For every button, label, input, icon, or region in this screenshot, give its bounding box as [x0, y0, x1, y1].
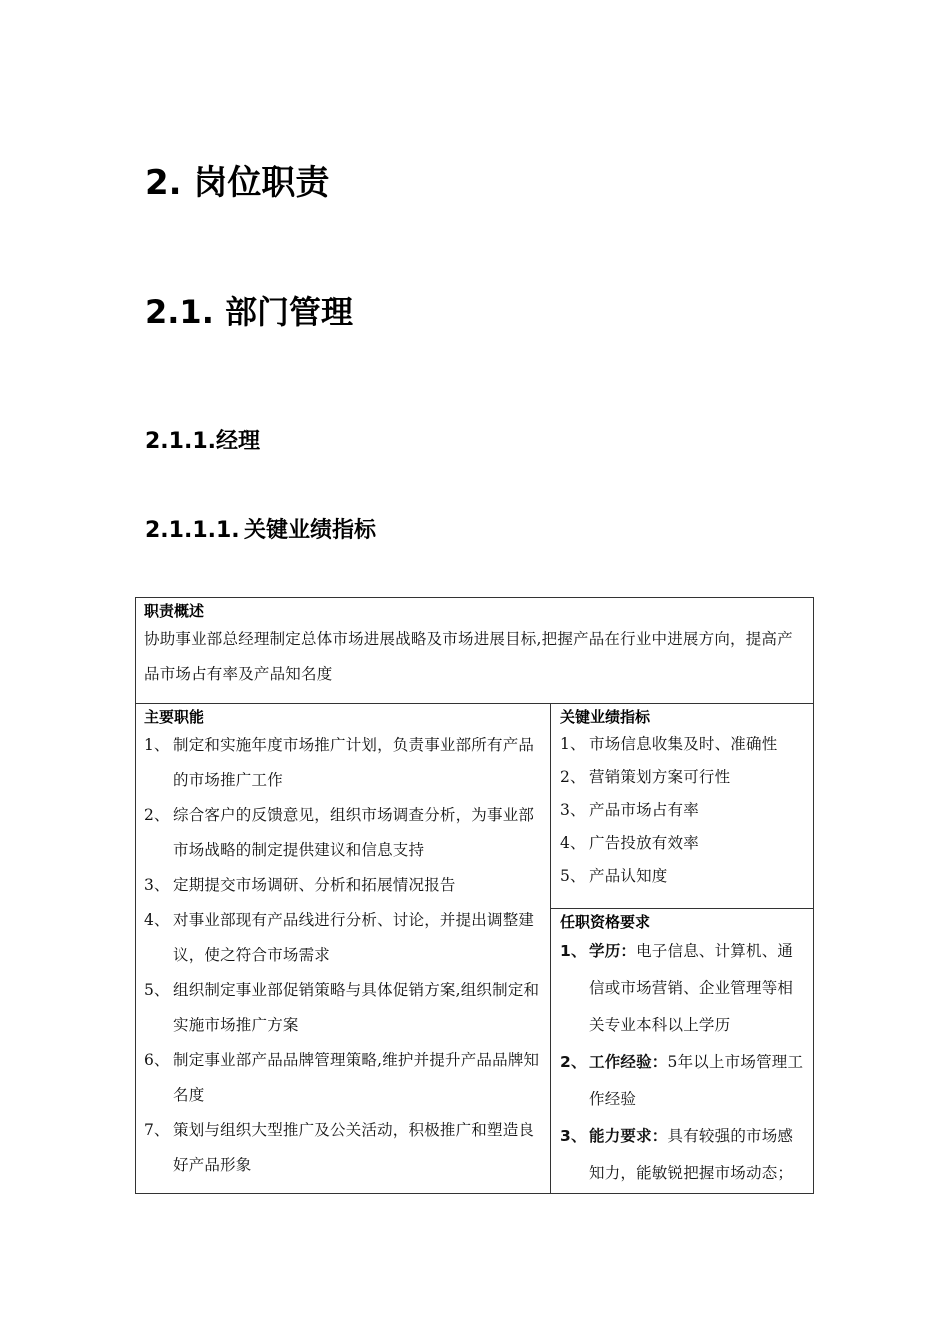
item-number: 6、: [144, 1051, 170, 1069]
item-text: 产品市场占有率: [589, 801, 699, 819]
item-number: 5、: [144, 981, 170, 999]
requirements-list: [560, 933, 804, 1192]
item-text: 制定和实施年度市场推广计划，负责事业部所有产品的市场推广工作: [173, 736, 535, 789]
functions-cell: [136, 704, 551, 1193]
item-number: 1、: [560, 735, 586, 753]
item-text: 营销策划方案可行性: [589, 768, 731, 786]
item-number: 4、: [144, 911, 170, 929]
section-heading: 2. 岗位职责: [145, 163, 330, 203]
list-item: [560, 1044, 804, 1118]
item-text: 具有较强的市场感知力，能敏锐把握市场动态；: [589, 1127, 794, 1182]
list-item: [144, 868, 542, 903]
subsubsection-heading: 2.1.1.经理: [145, 429, 260, 454]
item-number: 2、: [560, 1053, 587, 1071]
item-label: 学历：: [589, 942, 637, 960]
list-item: [560, 1118, 804, 1192]
item-text: 市场信息收集及时、准确性: [589, 735, 778, 753]
kpi-heading: [145, 513, 376, 544]
requirements-cell: [551, 909, 813, 1193]
item-number: 7、: [144, 1121, 170, 1139]
item-number: 2、: [560, 768, 586, 786]
subsection-heading: 2.1. 部门管理: [145, 293, 353, 331]
job-description-table: [135, 597, 814, 1194]
kpi-title: 关键业绩指标: [560, 708, 651, 726]
list-item: [560, 761, 804, 794]
item-number: 5、: [560, 867, 586, 885]
functions-title: 主要职能: [144, 708, 205, 726]
kpi-heading-text: 关键业绩指标: [244, 518, 377, 543]
list-item: [144, 973, 542, 1043]
item-text: 策划与组织大型推广及公关活动，积极推广和塑造良好产品形象: [173, 1121, 535, 1174]
item-text: 广告投放有效率: [589, 834, 699, 852]
item-number: 1、: [560, 942, 587, 960]
item-text: 制定事业部产品品牌管理策略,维护并提升产品品牌知名度: [173, 1051, 540, 1104]
item-label: 能力要求：: [589, 1127, 668, 1145]
item-text: 综合客户的反馈意见，组织市场调查分析，为事业部市场战略的制定提供建议和信息支持: [173, 806, 535, 859]
item-number: 2、: [144, 806, 170, 824]
item-text: 电子信息、计算机、通信或市场营销、企业管理等相关专业本科以上学历: [589, 942, 794, 1034]
list-item: [560, 860, 804, 893]
list-item: [144, 798, 542, 868]
list-item: [560, 728, 804, 761]
item-number: 3、: [560, 1127, 587, 1145]
item-number: 3、: [144, 876, 170, 894]
list-item: [144, 903, 542, 973]
functions-list: [144, 728, 542, 1183]
summary-title: 职责概述: [144, 602, 205, 620]
kpi-cell: [551, 704, 813, 909]
list-item: [560, 794, 804, 827]
list-item: [560, 933, 804, 1044]
item-text: 组织制定事业部促销策略与具体促销方案,组织制定和实施市场推广方案: [173, 981, 540, 1034]
kpi-heading-number: 2.1.1.1.: [145, 518, 240, 543]
item-text: 产品认知度: [589, 867, 668, 885]
summary-text: 协助事业部总经理制定总体市场进展战略及市场进展目标,把握产品在行业中进展方向，提高产品市场占有率及产品知名度: [144, 630, 793, 683]
item-number: 1、: [144, 736, 170, 754]
list-item: [560, 827, 804, 860]
list-item: [144, 728, 542, 798]
summary-cell: [136, 598, 813, 704]
item-text: 5年以上市场管理工作经验: [589, 1053, 804, 1108]
item-text: 定期提交市场调研、分析和拓展情况报告: [173, 876, 456, 894]
requirements-title: 任职资格要求: [560, 913, 651, 931]
item-label: 工作经验：: [589, 1053, 668, 1071]
list-item: [144, 1043, 542, 1113]
kpi-list: [560, 728, 804, 893]
item-text: 对事业部现有产品线进行分析、讨论，并提出调整建议，使之符合市场需求: [173, 911, 535, 964]
item-number: 3、: [560, 801, 586, 819]
item-number: 4、: [560, 834, 586, 852]
list-item: [144, 1113, 542, 1183]
